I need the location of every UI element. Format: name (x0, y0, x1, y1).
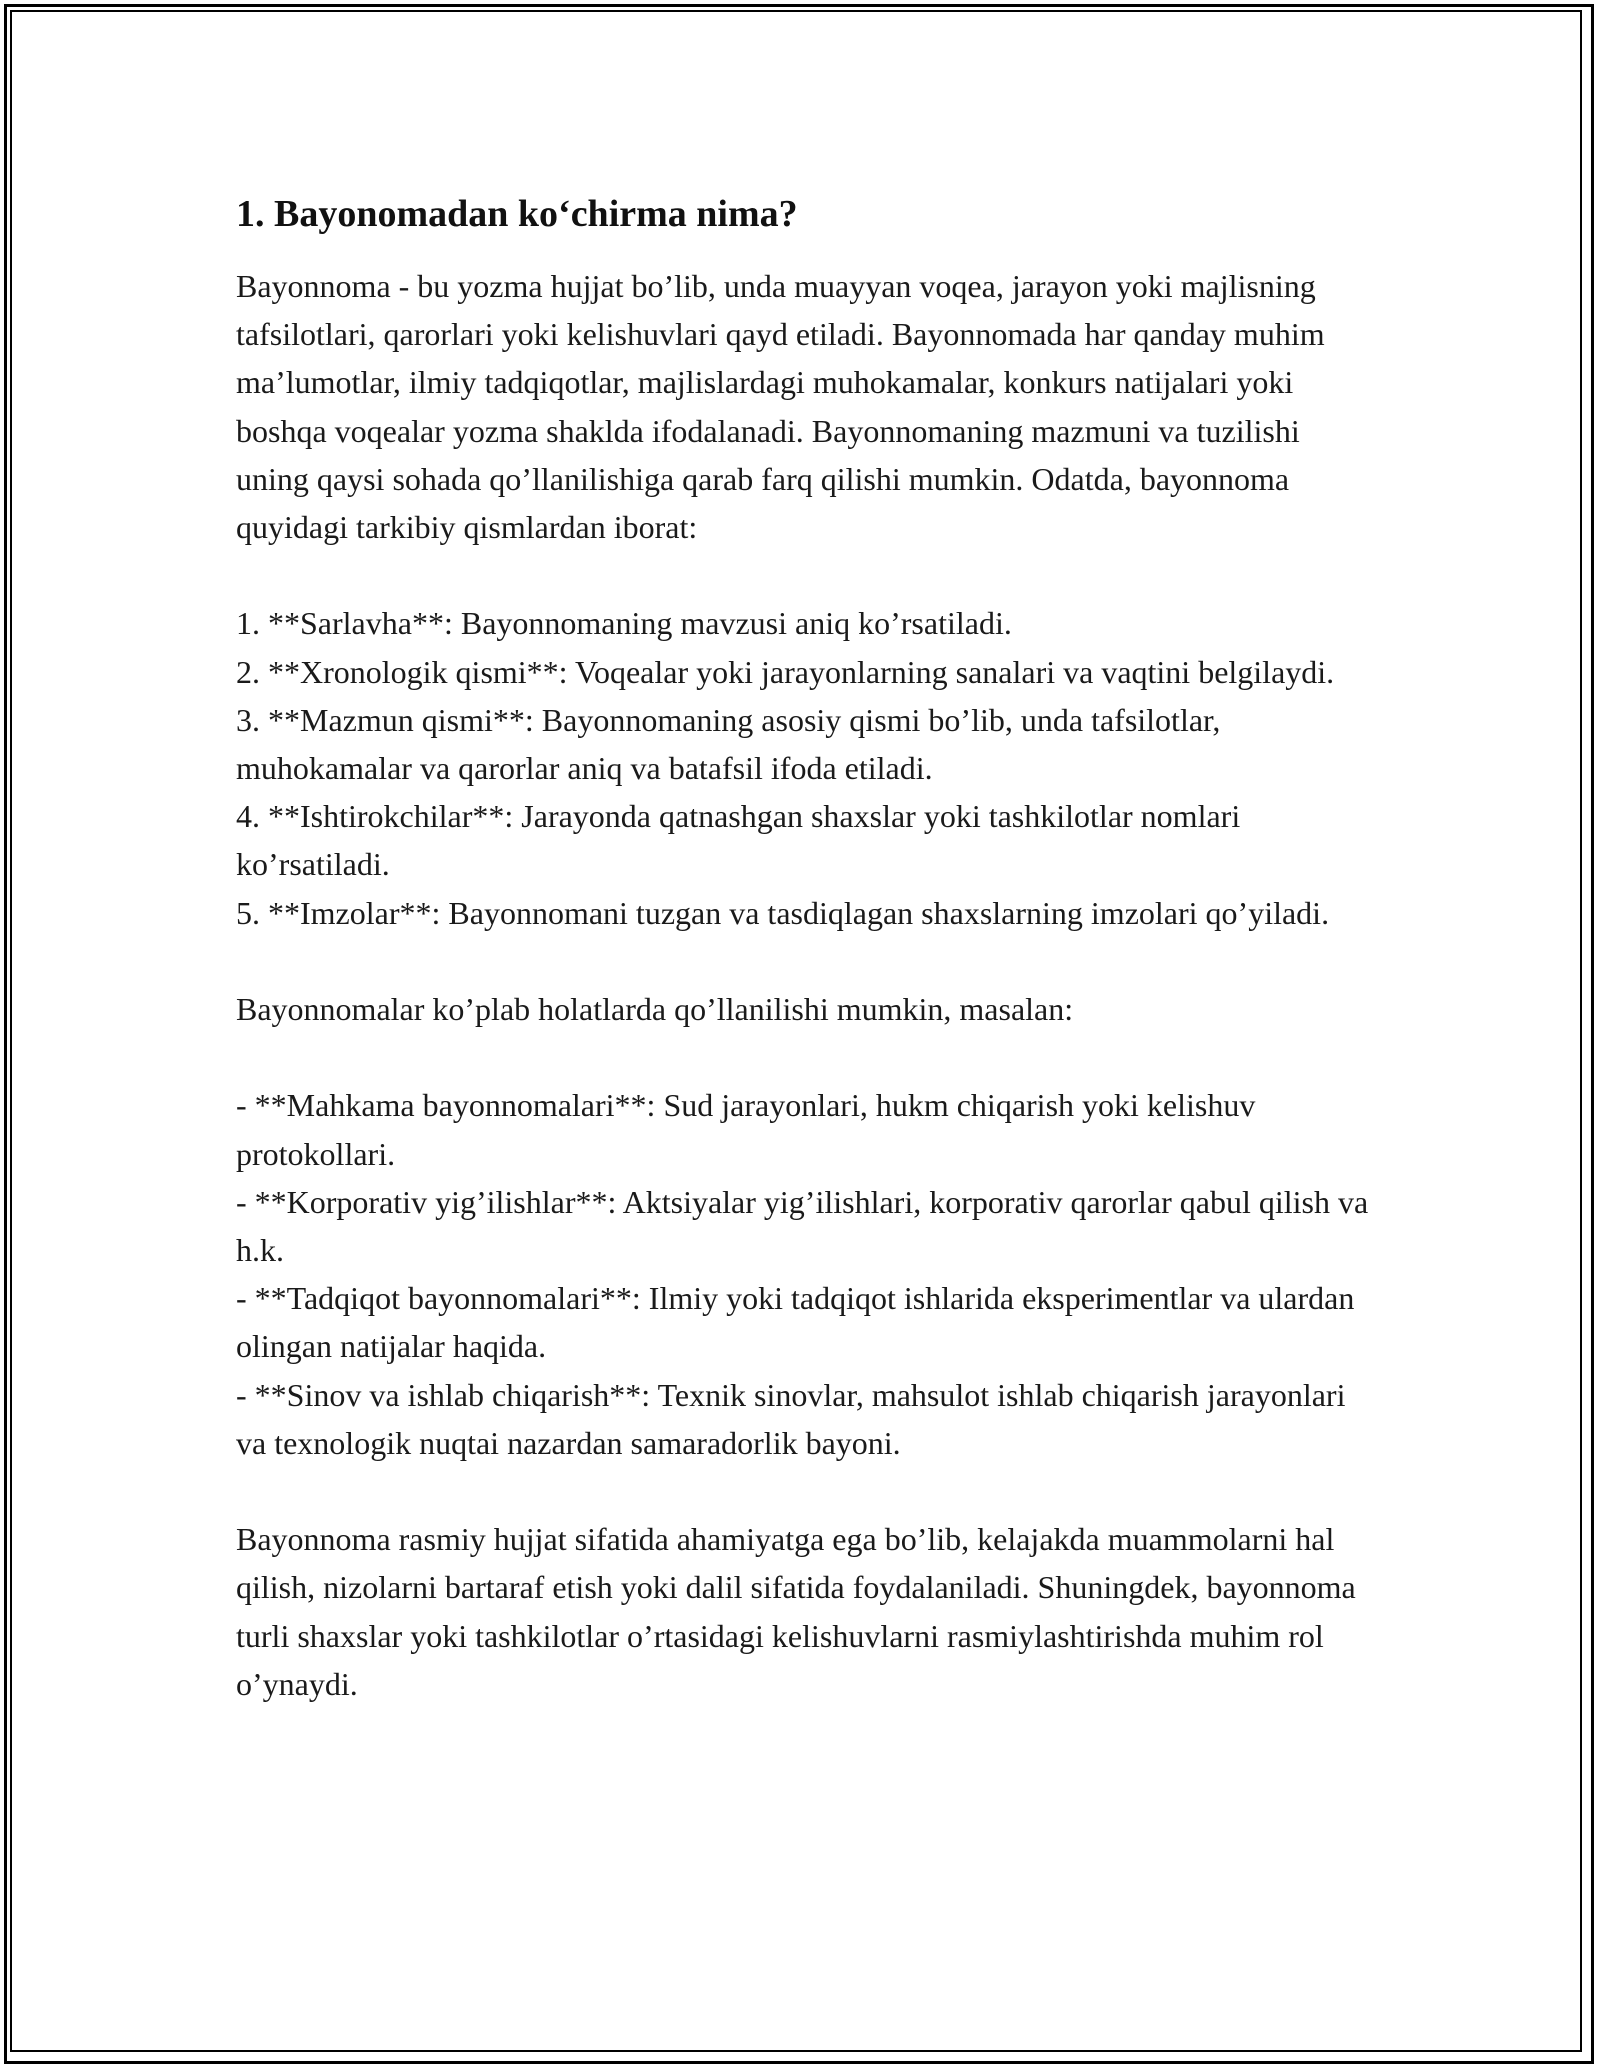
usage-item-1: - **Mahkama bayonnomalari**: Sud jarayonlari, hukm chiqarish yoki kelishuv protokollari. (236, 1087, 1256, 1172)
document-heading: 1. Bayonomadan ko‘chirma nima? (236, 193, 798, 235)
usage-item-2: - **Korporativ yig’ilishlar**: Aktsiyalar yig’ilishlari, korporativ qarorlar qabul qilish va h.k. (236, 1183, 1369, 1269)
part-item-1: 1. **Sarlavha**: Bayonnomaning mavzusi aniq ko’rsatiladi. (236, 605, 1012, 642)
usage-intro-paragraph: Bayonnomalar ko’plab holatlarda qo’llanilishi mumkin, masalan: (236, 991, 1074, 1028)
paragraph-gap (236, 551, 1376, 599)
part-item-2: 2. **Xronologik qismi**: Voqealar yoki jarayonlarning sanalari va vaqtini belgilaydi. (236, 653, 1335, 690)
paragraph-gap (236, 1467, 1376, 1515)
conclusion-paragraph: Bayonnoma rasmiy hujjat sifatida ahamiyatga ega bo’lib, kelajakda muammolarni hal qilish, nizolarni bartaraf etish yoki dalil sifatida foydalaniladi. Shuningdek, bayonnoma turli shaxslar yoki tashkilotlar o’rtasidagi kelishuvlarni rasmiylashtirishda muhim rol o’ynaydi. (236, 1521, 1356, 1702)
usage-item-4: - **Sinov va ishlab chiqarish**: Texnik sinovlar, mahsulot ishlab chiqarish jarayonlari va texnologik nuqtai nazardan samaradorlik bayoni. (236, 1376, 1346, 1461)
paragraph-gap (236, 937, 1376, 985)
intro-paragraph: Bayonnoma - bu yozma hujjat bo’lib, unda muayyan voqea, jarayon yoki majlisning tafsilotlari, qarorlari yoki kelishuvlari qayd etiladi. Bayonnomada har qanday muhim ma’lumotlar, ilmiy tadqiqotlar, majlislardagi muhokamalar, konkurs natijalari yoki boshqa voqealar yozma shaklda ifodalanadi. Bayonnomaning mazmuni va tuzilishi uning qaysi sohada qo’llanilishiga qarab farq qilishi mumkin. Odatda, bayonnoma quyidagi tarkibiy qismlardan iborat: (236, 268, 1325, 546)
paragraph-gap (236, 1033, 1376, 1081)
usage-item-3: - **Tadqiqot bayonnomalari**: Ilmiy yoki tadqiqot ishlarida eksperimentlar va ulardan olingan natijalar haqida. (236, 1280, 1355, 1365)
part-item-3: 3. **Mazmun qismi**: Bayonnomaning asosiy qismi bo’lib, unda tafsilotlar, muhokamalar va qarorlar aniq va batafsil ifoda etiladi. (236, 701, 1221, 787)
part-item-4: 4. **Ishtirokchilar**: Jarayonda qatnashgan shaxslar yoki tashkilotlar nomlari ko’rsatiladi. (236, 798, 1241, 883)
part-item-5: 5. **Imzolar**: Bayonnomani tuzgan va tasdiqlagan shaxslarning imzolari qo’yiladi. (236, 894, 1330, 931)
document-body (236, 188, 1376, 1708)
